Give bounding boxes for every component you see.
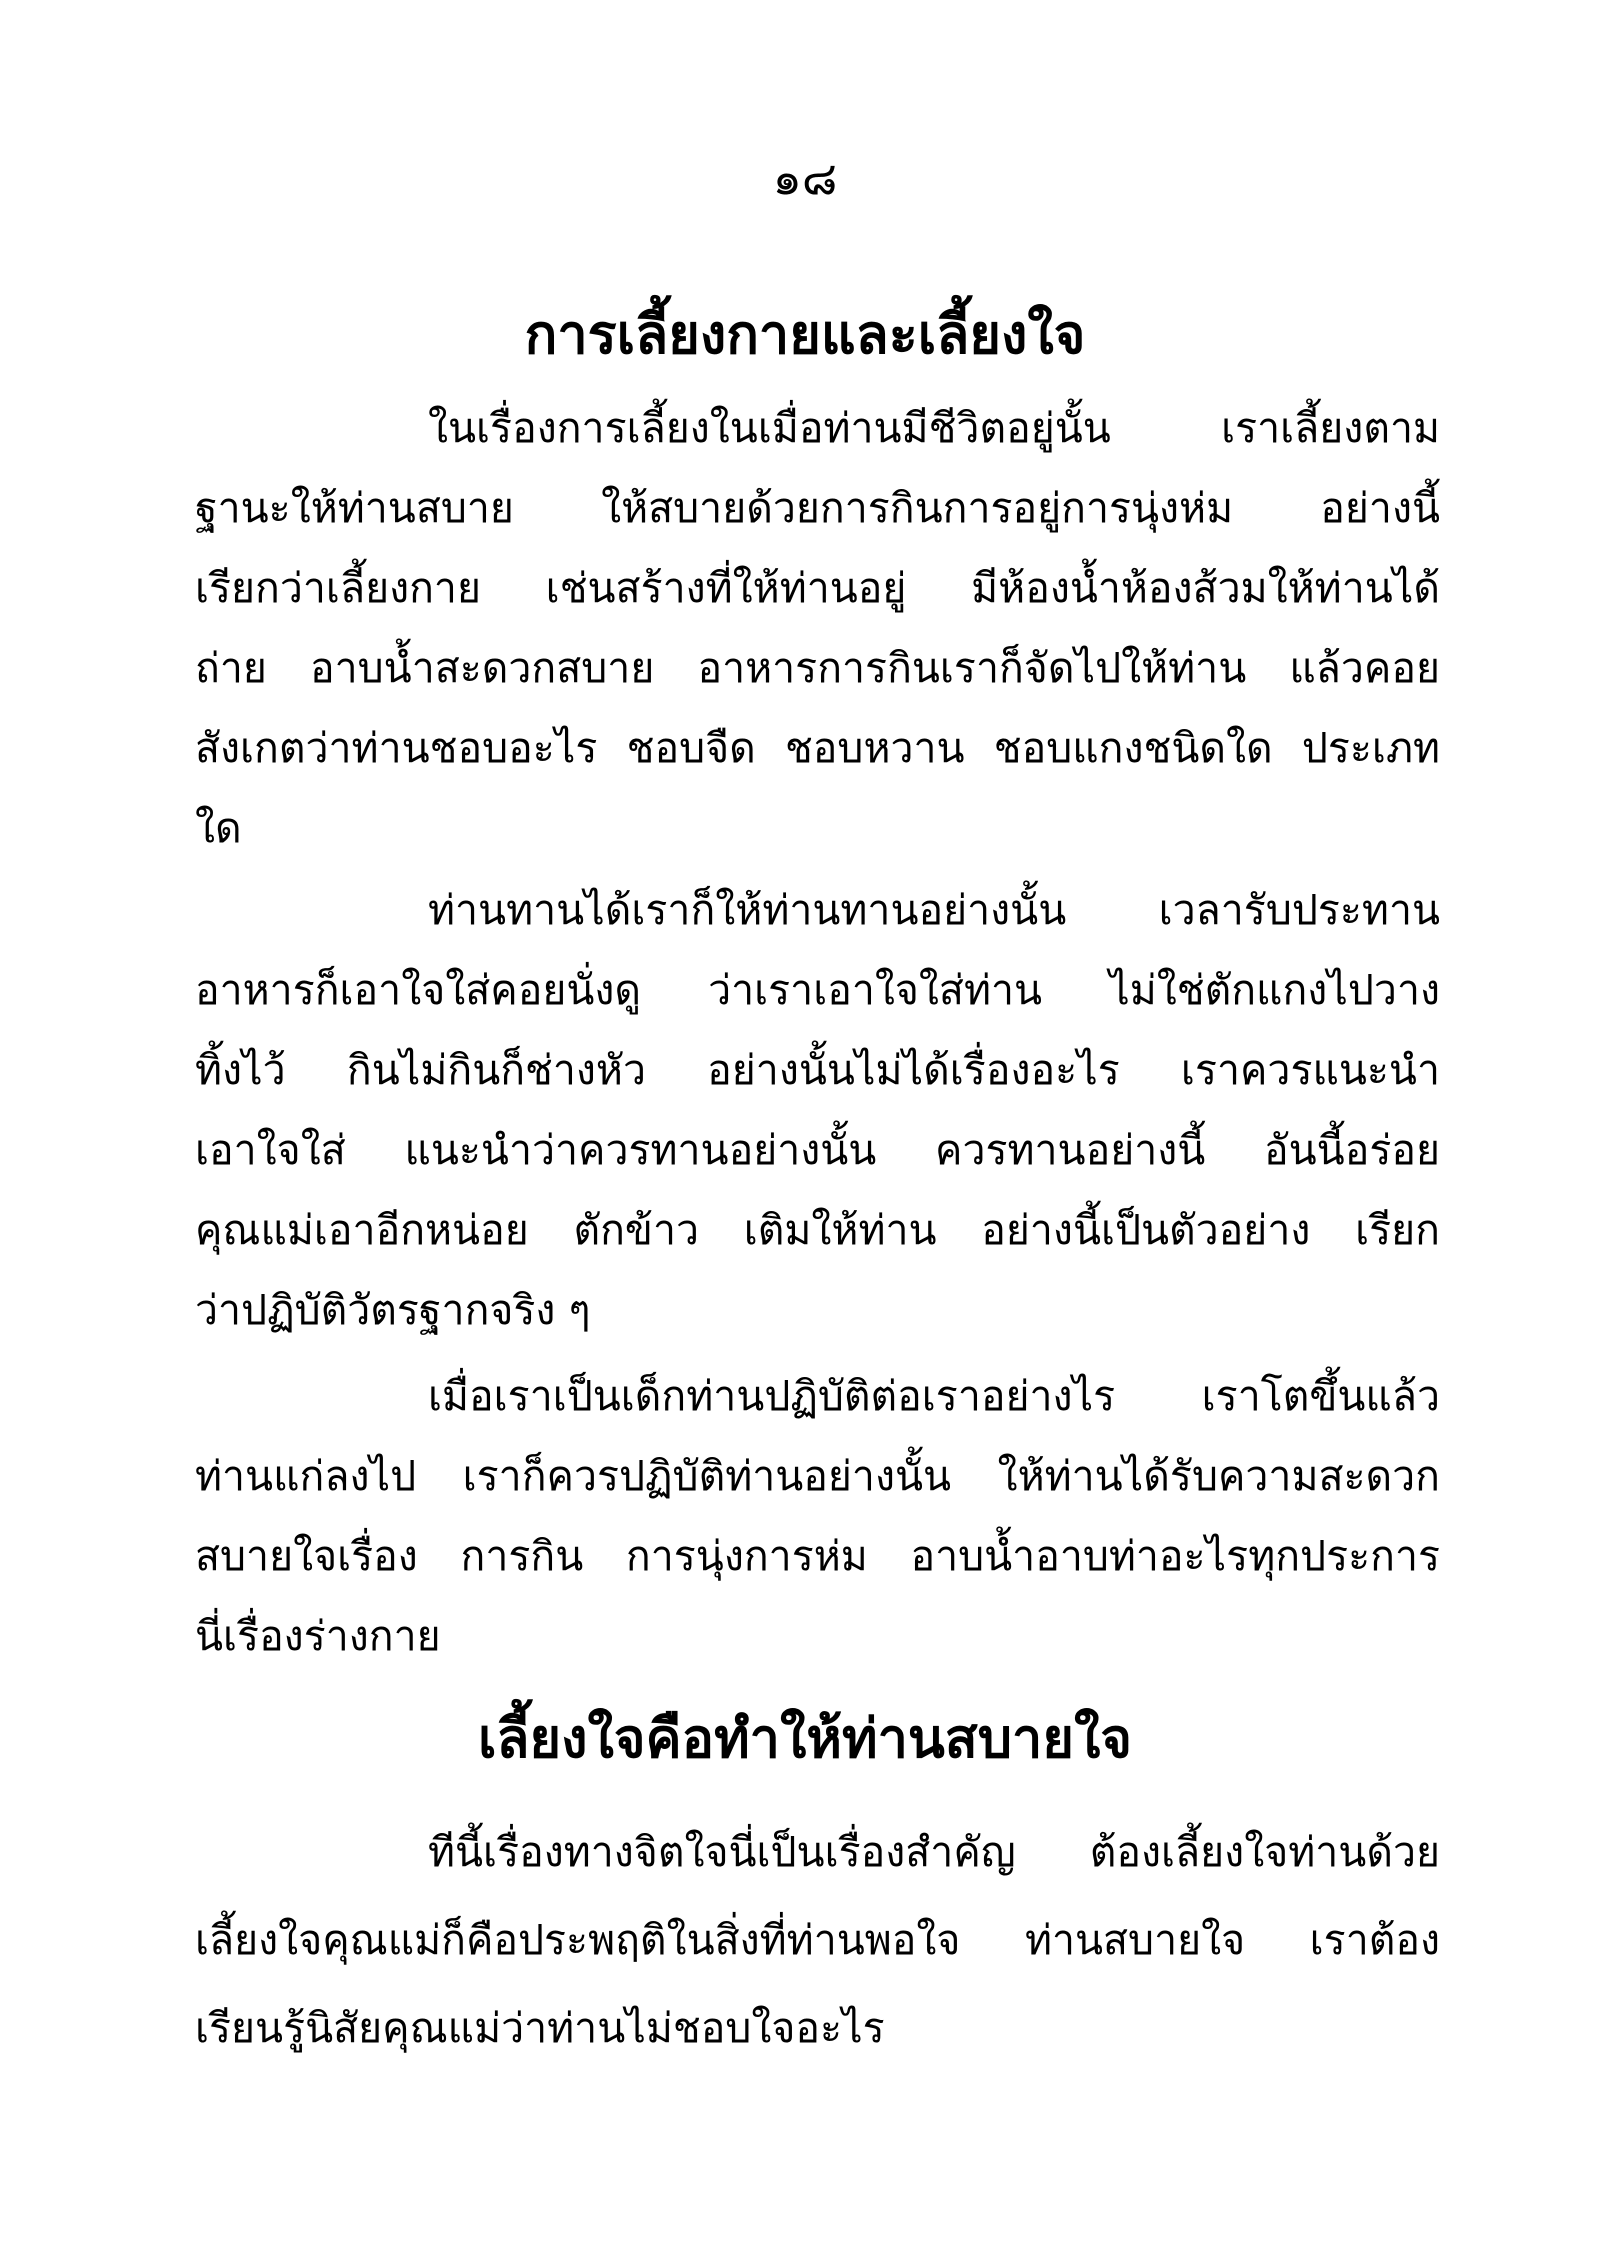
- section-heading-caring-for-mind: เลี้ยงใจคือทำให้ท่านสบายใจ: [477, 1707, 1133, 1770]
- paragraph-line: ว่าปฏิบัติวัตรฐากจริง ๆ: [195, 1286, 591, 1334]
- paragraph-line: ทิ้งไว้ กินไม่กินก็ช่างหัว อย่างนั้นไม่ได้เรื่องอะไร เราควรแนะนำ: [195, 1046, 1440, 1094]
- paragraph-line: ฐานะให้ท่านสบาย ให้สบายด้วยการกินการอยู่การนุ่งห่ม อย่างนี้: [195, 484, 1440, 532]
- paragraph-line: เลี้ยงใจคุณแม่ก็คือประพฤติในสิ่งที่ท่านพอใจ ท่านสบายใจ เราต้อง: [195, 1916, 1440, 1964]
- paragraph-line: ใด: [195, 804, 242, 852]
- paragraph-line: คุณแม่เอาอีกหน่อย ตักข้าว เติมให้ท่าน อย่างนี้เป็นตัวอย่าง เรียก: [195, 1206, 1440, 1254]
- paragraph-line: อาหารก็เอาใจใส่คอยนั่งดู ว่าเราเอาใจใส่ท่าน ไม่ใช่ตักแกงไปวาง: [195, 966, 1440, 1014]
- paragraph-line: นี่เรื่องร่างกาย: [195, 1612, 441, 1660]
- paragraph-line: สังเกตว่าท่านชอบอะไร ชอบจืด ชอบหวาน ชอบแกงชนิดใด ประเภท: [195, 724, 1440, 772]
- page-number: ๑๘: [772, 151, 838, 205]
- paragraph-line: เรียนรู้นิสัยคุณแม่ว่าท่านไม่ชอบใจอะไร: [195, 2004, 885, 2052]
- paragraph-line: เมื่อเราเป็นเด็กท่านปฏิบัติต่อเราอย่างไร เราโตขึ้นแล้ว: [428, 1372, 1440, 1420]
- paragraph-line: ในเรื่องการเลี้ยงในเมื่อท่านมีชีวิตอยู่นั้น เราเลี้ยงตาม: [428, 404, 1440, 452]
- paragraph-line: ท่านแก่ลงไป เราก็ควรปฏิบัติท่านอย่างนั้น ให้ท่านได้รับความสะดวก: [195, 1452, 1440, 1500]
- section-heading-body-and-mind: การเลี้ยงกายและเลี้ยงใจ: [524, 303, 1086, 366]
- paragraph-line: เอาใจใส่ แนะนำว่าควรทานอย่างนั้น ควรทานอย่างนี้ อันนี้อร่อย: [195, 1126, 1440, 1174]
- paragraph-line: สบายใจเรื่อง การกิน การนุ่งการห่ม อาบน้ำอาบท่าอะไรทุกประการ: [195, 1532, 1440, 1580]
- paragraph-line: ท่านทานได้เราก็ให้ท่านทานอย่างนั้น เวลารับประทาน: [428, 886, 1440, 934]
- paragraph-line: เรียกว่าเลี้ยงกาย เช่นสร้างที่ให้ท่านอยู่ มีห้องน้ำห้องส้วมให้ท่านได้: [195, 564, 1440, 612]
- paragraph-line: ถ่าย อาบน้ำสะดวกสบาย อาหารการกินเราก็จัดไปให้ท่าน แล้วคอย: [195, 644, 1440, 692]
- paragraph-line: ทีนี้เรื่องทางจิตใจนี่เป็นเรื่องสำคัญ ต้องเลี้ยงใจท่านด้วย: [428, 1828, 1440, 1876]
